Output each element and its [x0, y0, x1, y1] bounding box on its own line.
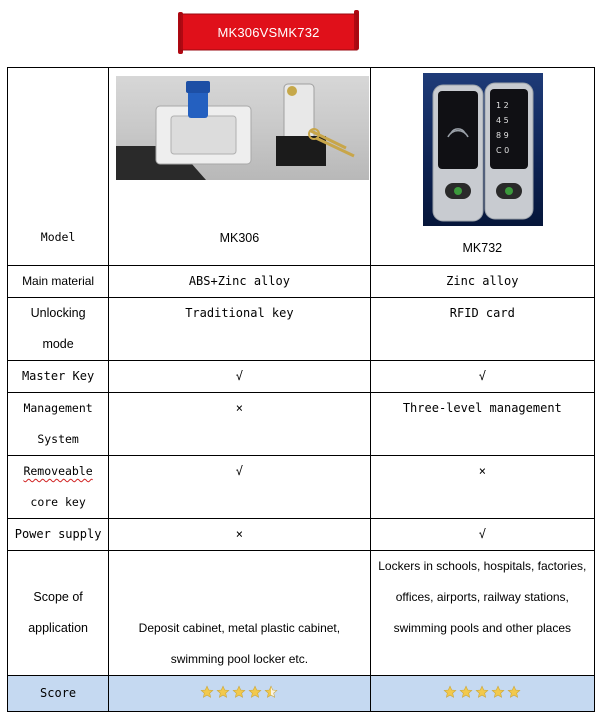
- label-scope-of-application: Scope of application: [8, 551, 109, 676]
- row-unlocking-mode: [8, 298, 595, 361]
- row-master-key: [8, 361, 595, 393]
- mk732-star-rating: [443, 676, 521, 707]
- label-master-key: Master Key: [8, 361, 109, 393]
- row-removeable-core-key: [8, 456, 595, 519]
- star-icon: [443, 685, 457, 699]
- cell-score-mk306: [109, 676, 370, 712]
- scope-mk732-line-3: swimming pools and other places: [393, 621, 572, 635]
- cell-scope-mk306: [109, 551, 370, 676]
- svg-text:8 9: 8 9: [495, 131, 509, 140]
- cell-model-mk732: [370, 68, 594, 266]
- star-icon: [475, 685, 489, 699]
- cell-management-mk732: Three-level management: [370, 393, 594, 456]
- mk732-model-name: MK732: [462, 241, 503, 255]
- comparison-table: [7, 67, 595, 712]
- label-score: Score: [8, 676, 109, 712]
- label-removeable-core-key: Removeable core key: [8, 456, 109, 519]
- cell-scope-mk732: [370, 551, 594, 676]
- svg-text:4 5: 4 5: [495, 116, 509, 125]
- cell-material-mk732: Zinc alloy: [370, 266, 594, 298]
- mk306-star-rating: [200, 676, 278, 707]
- svg-text:C 0: C 0: [495, 146, 509, 155]
- star-icon: [200, 685, 214, 699]
- spellcheck-underlined-word: Removeable: [23, 464, 93, 478]
- row-model: [8, 68, 595, 266]
- mk732-product-photo: [423, 73, 543, 226]
- mk306-product-photo: [116, 76, 369, 180]
- star-icon: [459, 685, 473, 699]
- cell-power-mk732: √: [370, 519, 594, 551]
- cell-management-mk306: ×: [109, 393, 370, 456]
- row-main-material: [8, 266, 595, 298]
- scope-mk306-line-2: swimming pool locker etc.: [170, 652, 309, 666]
- mk306-model-name: MK306: [219, 231, 260, 245]
- cell-unlocking-mk306: Traditional key: [109, 298, 370, 361]
- label-management-system: Management System: [8, 393, 109, 456]
- star-icon: [264, 685, 278, 699]
- cell-score-mk732: [370, 676, 594, 712]
- title-banner: [177, 10, 360, 54]
- cell-unlocking-mk732: RFID card: [370, 298, 594, 361]
- cell-master-key-mk306: √: [109, 361, 370, 393]
- cell-model-mk306: [109, 68, 370, 266]
- scope-mk306-line-1: Deposit cabinet, metal plastic cabinet,: [138, 621, 341, 635]
- label-main-material: Main material: [8, 266, 109, 298]
- row-power-supply: [8, 519, 595, 551]
- cell-master-key-mk732: √: [370, 361, 594, 393]
- star-icon: [248, 685, 262, 699]
- row-scope-of-application: [8, 551, 595, 676]
- scope-mk732-line-1: Lockers in schools, hospitals, factories,: [378, 559, 587, 573]
- cell-power-mk306: ×: [109, 519, 370, 551]
- cell-removeable-mk306: √: [109, 456, 370, 519]
- label-unlocking-mode: Unlocking mode: [8, 298, 109, 361]
- label-model: Model: [8, 68, 109, 266]
- banner-title: MK306VSMK732: [217, 24, 320, 40]
- cell-removeable-mk732: ×: [370, 456, 594, 519]
- cell-material-mk306: ABS+Zinc alloy: [109, 266, 370, 298]
- svg-text:1 2: 1 2: [495, 101, 509, 110]
- star-icon: [491, 685, 505, 699]
- scope-mk732-line-2: offices, airports, railway stations,: [395, 590, 569, 604]
- label-power-supply: Power supply: [8, 519, 109, 551]
- star-icon: [216, 685, 230, 699]
- star-icon: [507, 685, 521, 699]
- row-management-system: [8, 393, 595, 456]
- row-score: [8, 676, 595, 712]
- star-icon: [232, 685, 246, 699]
